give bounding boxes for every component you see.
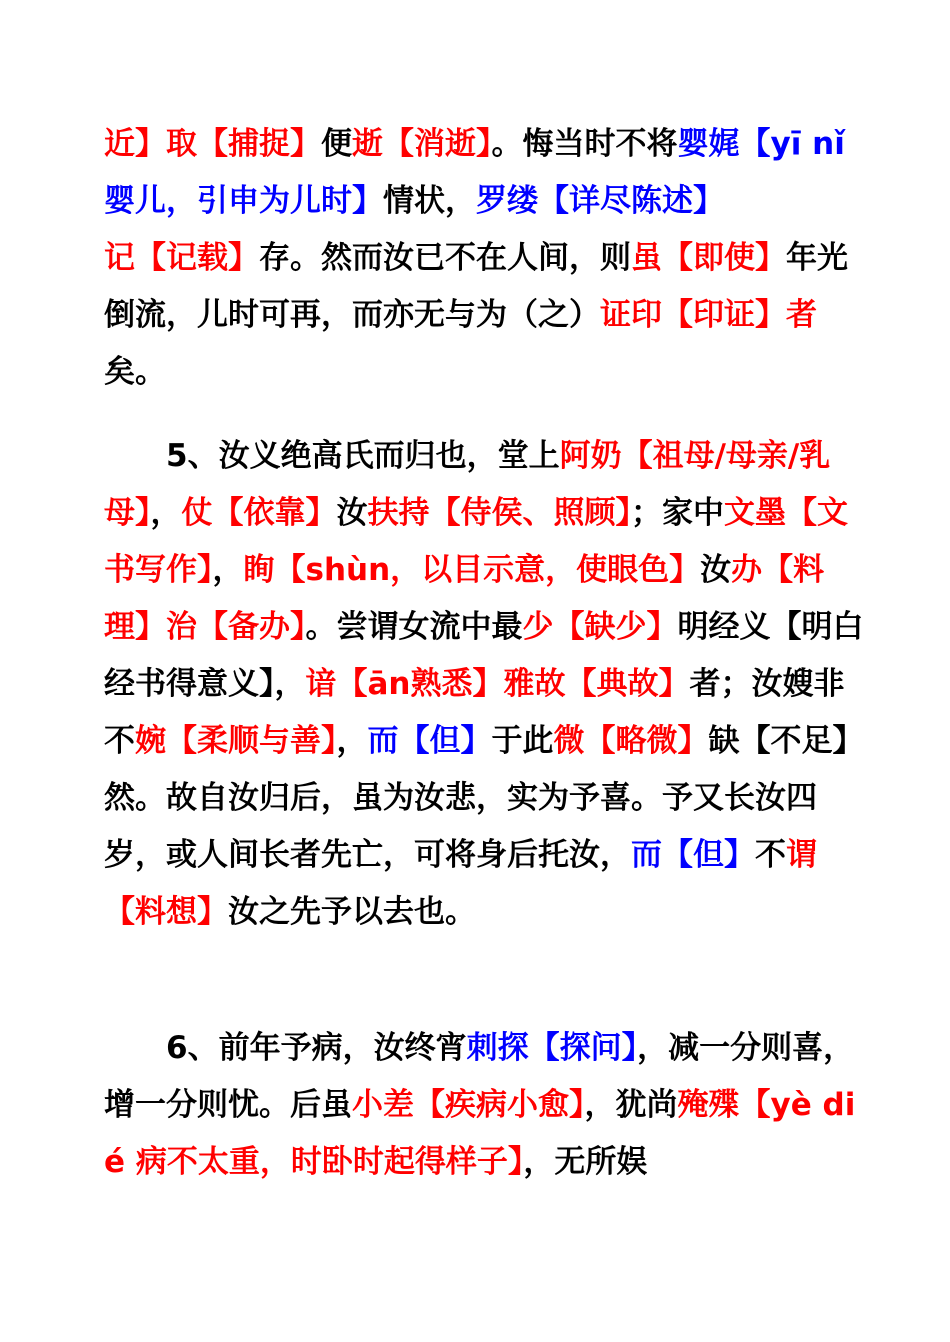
text-run: ，减一分则喜，增一分则忧。后虽 bbox=[104, 1030, 855, 1123]
text-run: 便 bbox=[321, 126, 352, 162]
text-run: 年光倒流，儿时可再，而亦无与为（之） bbox=[104, 240, 848, 333]
paragraph-6 bbox=[104, 1020, 864, 1191]
annotation-run: 逝【消逝】 bbox=[352, 126, 492, 162]
annotation-run: 办【料理】治【备办】 bbox=[104, 552, 825, 645]
annotation-run: 刺探【探问】 bbox=[466, 1030, 638, 1066]
annotation-run: 谙【ān熟悉】雅故【典故】 bbox=[305, 666, 690, 702]
text-run: ， bbox=[336, 723, 368, 759]
text-run: 汝 bbox=[336, 495, 368, 531]
annotation-run: 近】取【捕捉】 bbox=[104, 126, 321, 162]
text-run: 明经义【明白经书得意义】， bbox=[104, 609, 864, 702]
text-run: ，犹尚 bbox=[584, 1087, 678, 1123]
annotation-run: 文墨【文书写作】 bbox=[104, 495, 848, 588]
annotation-run: 少【缺少】 bbox=[522, 609, 678, 645]
annotation-run: 虽【即使】 bbox=[631, 240, 786, 276]
text-run: 5、汝义绝高氏而归也，堂上 bbox=[166, 438, 560, 474]
annotation-run: 殗殜【yè dié 病不太重，时卧时起得样子】 bbox=[104, 1087, 856, 1180]
text-run: 者；汝嫂非不 bbox=[104, 666, 845, 759]
text-run: 6、前年予病，汝终宵 bbox=[166, 1030, 467, 1066]
annotation-run: 婴娓【yī nǐ 婴儿，引申为儿时】 bbox=[104, 126, 856, 219]
annotation-run: 记【记载】 bbox=[104, 240, 259, 276]
annotation-run: 而【但】 bbox=[367, 723, 492, 759]
annotation-run: 眴【shùn，以目示意，使眼色】 bbox=[243, 552, 701, 588]
annotation-run: 阿奶【祖母/母亲/乳母】 bbox=[104, 438, 831, 531]
paragraph-5 bbox=[104, 428, 864, 941]
paragraph-4-continuation bbox=[104, 116, 864, 401]
text-run: 汝之先予以去也。 bbox=[228, 894, 476, 930]
annotation-run: 罗缕【详尽陈述】 bbox=[476, 183, 724, 219]
annotation-run: 微【略微】 bbox=[553, 723, 709, 759]
text-run: ；家中 bbox=[631, 495, 724, 531]
annotation-run: 扶持【侍侯、照顾】 bbox=[367, 495, 631, 531]
annotation-run: 小差【疾病小愈】 bbox=[352, 1087, 585, 1123]
annotation-run: 婉【柔顺与善】 bbox=[135, 723, 337, 759]
text-run: 矣。 bbox=[104, 354, 166, 390]
text-run: 缺【不足】然。故自汝归后，虽为汝悲，实为予喜。予又长汝四岁，或人间长者先亡，可将身后托汝， bbox=[104, 723, 864, 873]
text-run: ， bbox=[150, 495, 182, 531]
annotation-run: 证印【印证】者 bbox=[600, 297, 817, 333]
annotation-run: 谓【料想】 bbox=[104, 837, 817, 930]
annotation-run: 而【但】 bbox=[631, 837, 755, 873]
text-run: 不 bbox=[755, 837, 786, 873]
text-run: 情状， bbox=[383, 183, 476, 219]
annotation-run: 仗【依靠】 bbox=[181, 495, 337, 531]
text-run: 汝 bbox=[700, 552, 732, 588]
text-run: 存。然而汝已不在人间，则 bbox=[259, 240, 631, 276]
text-run: 。尝谓女流中最 bbox=[305, 609, 523, 645]
text-run: 。悔当时不将 bbox=[491, 126, 678, 162]
text-run: ，无所娱 bbox=[523, 1144, 648, 1180]
text-run: ， bbox=[212, 552, 244, 588]
text-run: 于此 bbox=[491, 723, 554, 759]
